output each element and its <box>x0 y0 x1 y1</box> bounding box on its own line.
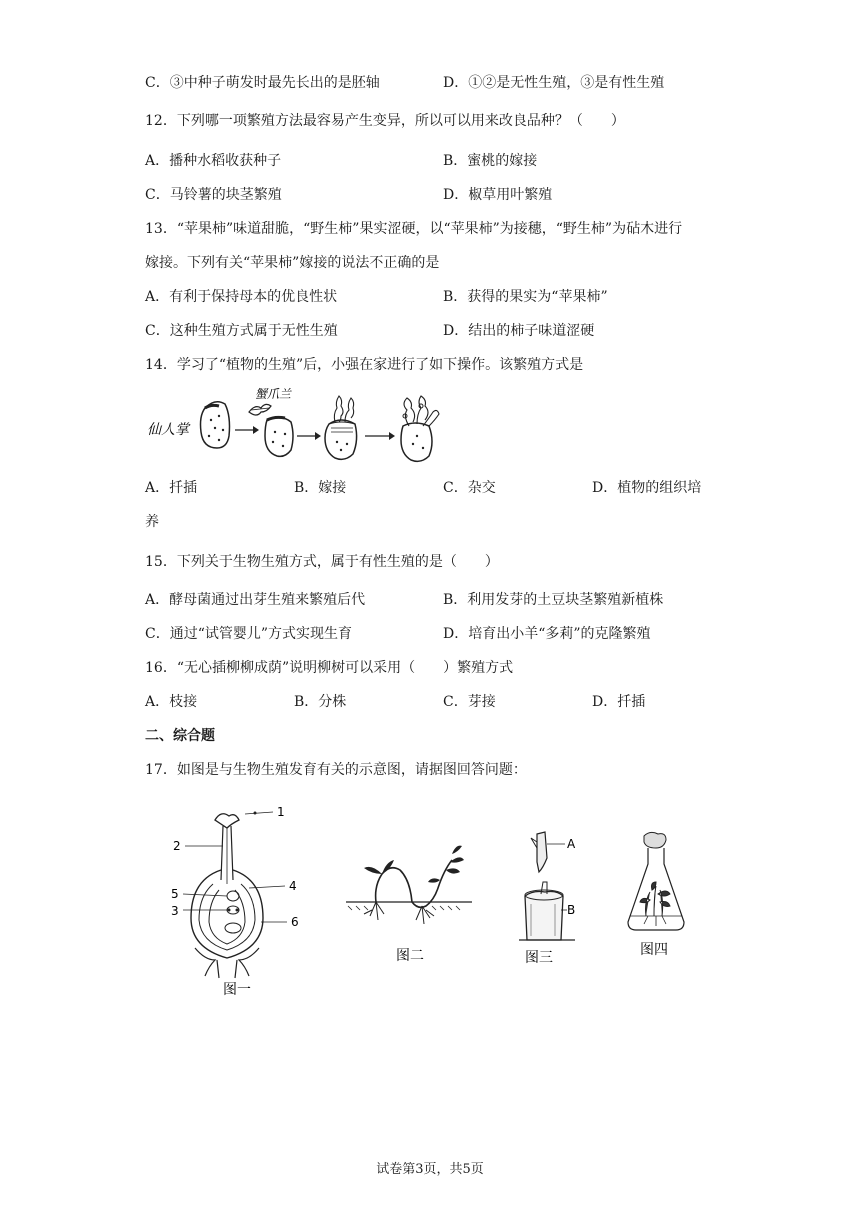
q15-stem: 15．下列关于生物生殖方式，属于有性生殖的是（ ） <box>145 554 499 570</box>
fig3-label-b: B <box>567 903 576 917</box>
crab-cactus-label: 蟹爪兰 <box>255 387 292 401</box>
grown-grafted-cactus-icon <box>401 396 439 461</box>
q14-option-a: A．扦插 <box>145 480 198 496</box>
q16-stem: 16．“无心插柳柳成荫”说明柳树可以采用（ ）繁殖方式 <box>145 660 514 676</box>
cactus-pad-icon <box>201 402 230 448</box>
q14-option-d: D．植物的组织培 <box>592 480 702 496</box>
q11-option-d: D．①②是无性生殖，③是有性生殖 <box>443 75 665 91</box>
q16-option-a: A．枝接 <box>145 694 198 710</box>
fig2-caption: 图二 <box>396 948 424 964</box>
q13-stem-line2: 嫁接。下列有关“苹果柿”嫁接的说法不正确的是 <box>145 255 440 271</box>
q17-figure-1-pistil <box>165 800 315 1000</box>
fig1-label-4: 4 <box>289 879 297 893</box>
fig1-label-5: 5 <box>171 887 179 901</box>
fig3-caption: 图三 <box>525 950 553 966</box>
q14-grafting-figure <box>145 386 445 468</box>
q11-option-c: C．③中种子萌发时最先长出的是胚轴 <box>145 75 380 91</box>
q17-figure-4-tissue-culture <box>622 830 692 960</box>
q14-option-b: B．嫁接 <box>294 480 347 496</box>
fig1-label-3: 3 <box>171 904 179 918</box>
arrow-right-icon <box>365 432 395 440</box>
q17-figure-3-grafting <box>515 822 595 972</box>
q15-option-b: B．利用发芽的土豆块茎繁殖新植株 <box>443 592 664 608</box>
q12-option-d: D．椒草用叶繁殖 <box>443 187 553 203</box>
fig3-label-a: A <box>567 837 576 851</box>
q14-option-d-wrap: 养 <box>145 514 159 530</box>
page-footer: 试卷第3页，共5页 <box>376 1162 484 1177</box>
q13-option-d: D．结出的柿子味道涩硬 <box>443 323 595 339</box>
q12-option-a: A．播种水稻收获种子 <box>145 153 282 169</box>
q17-stem: 17．如图是与生物生殖发育有关的示意图，请据图回答问题： <box>145 762 527 778</box>
section-title: 二、综合题 <box>145 728 215 744</box>
q17-figure-2-layering <box>342 840 477 970</box>
q13-option-c: C．这种生殖方式属于无性生殖 <box>145 323 338 339</box>
q16-option-b: B．分株 <box>294 694 347 710</box>
q15-option-c: C．通过“试管婴儿”方式实现生育 <box>145 626 353 642</box>
q15-option-d: D．培育出小羊“多莉”的克隆繁殖 <box>443 626 651 642</box>
arrow-right-icon <box>235 426 259 434</box>
grafted-cactus-icon <box>325 396 357 459</box>
fig1-label-6: 6 <box>291 915 299 929</box>
q14-stem: 14．学习了“植物的生殖”后，小强在家进行了如下操作。该繁殖方式是 <box>145 357 584 373</box>
q12-option-b: B．蜜桃的嫁接 <box>443 153 538 169</box>
cut-cactus-icon <box>265 417 293 456</box>
arrow-right-icon <box>297 432 321 440</box>
q15-option-a: A．酵母菌通过出芽生殖来繁殖后代 <box>145 592 366 608</box>
q12-option-c: C．马铃薯的块茎繁殖 <box>145 187 282 203</box>
fig1-label-1: 1 <box>277 805 285 819</box>
q12-stem: 12．下列哪一项繁殖方法最容易产生变异，所以可以用来改良品种？（ ） <box>145 113 625 129</box>
q13-option-a: A．有利于保持母本的优良性状 <box>145 289 338 305</box>
crab-cactus-scion-icon <box>249 404 271 415</box>
fig1-caption: 图一 <box>223 982 251 998</box>
q13-option-b: B．获得的果实为“苹果柿” <box>443 289 608 305</box>
cactus-label: 仙人掌 <box>147 422 189 438</box>
q16-option-c: C．芽接 <box>443 694 496 710</box>
q14-option-c: C．杂交 <box>443 480 496 496</box>
fig1-label-2: 2 <box>173 839 181 853</box>
fig4-caption: 图四 <box>640 942 668 958</box>
q16-option-d: D．扦插 <box>592 694 646 710</box>
q13-stem-line1: 13．“苹果柿”味道甜脆，“野生柿”果实涩硬，以“苹果柿”为接穗，“野生柿”为砧木进行 <box>145 221 683 237</box>
